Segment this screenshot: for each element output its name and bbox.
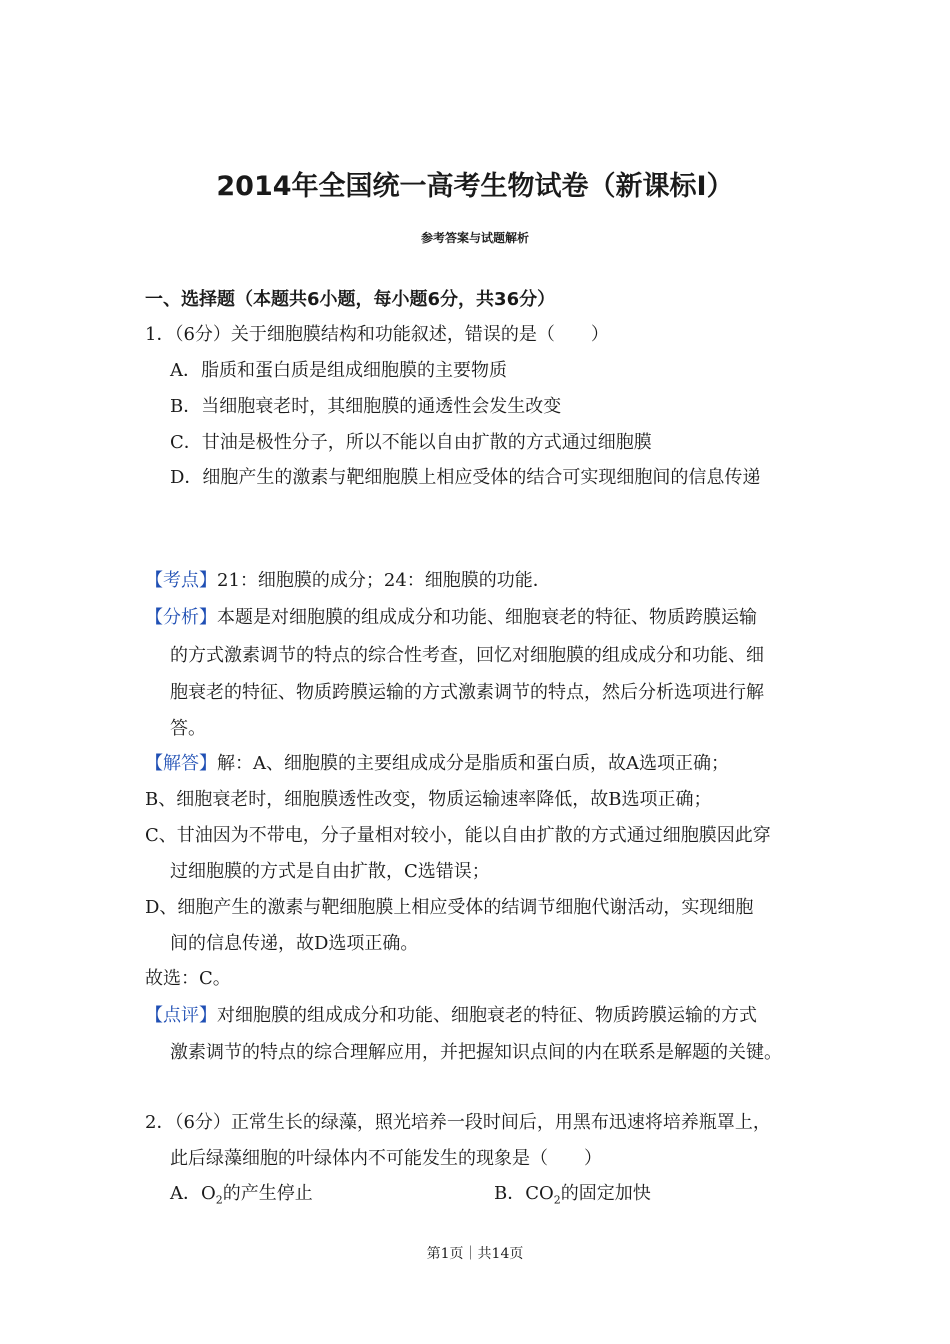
option-a-suffix: 的产生停止 [222,1183,313,1204]
question-1-stem: 1．（6分）关于细胞膜结构和功能叙述，错误的是（ ） [145,324,609,345]
option-b-prefix: B．CO [494,1183,554,1204]
question-2-option-a [170,1182,313,1213]
kaodian-text: 21：细胞膜的成分；24：细胞膜的功能． [217,570,551,591]
page-footer: 第1页｜共14页 [426,1246,524,1262]
section-heading: 一、选择题（本题共6小题，每小题6分，共36分） [145,289,556,310]
question-1-option-b: B．当细胞衰老时，其细胞膜的通透性会发生改变 [170,396,562,417]
dianping-tag: 【点评】 [145,1005,217,1026]
jieda-tag: 【解答】 [145,753,217,774]
fenxi-text-1: 本题是对细胞膜的组成成分和功能、细胞衰老的特征、物质跨膜运输 [217,607,757,628]
question-1-option-d: D．细胞产生的激素与靶细胞膜上相应受体的结合可实现细胞间的信息传递 [170,467,761,488]
dianping-text-1: 对细胞膜的组成成分和功能、细胞衰老的特征、物质跨膜运输的方式 [217,1005,757,1026]
jieda-line-1 [145,752,729,776]
answer-choice: 故选：C。 [145,968,231,989]
jieda-line-b: B、细胞衰老时，细胞膜透性改变，物质运输速率降低，故B选项正确； [145,789,712,810]
fenxi-line-1 [145,606,757,630]
dianping-line-1 [145,1004,757,1028]
fenxi-line-3: 胞衰老的特征、物质跨膜运输的方式激素调节的特点，然后分析选项进行解 [170,682,764,703]
jieda-line-c: C、甘油因为不带电，分子量相对较小，能以自由扩散的方式通过细胞膜因此穿 [145,825,771,846]
option-b-subscript: 2 [553,1193,561,1207]
question-2-stem-1: 2．（6分）正常生长的绿藻，照光培养一段时间后，用黑布迅速将培养瓶罩上， [145,1112,771,1133]
option-a-prefix: A．O [170,1183,216,1204]
kaodian-tag: 【考点】 [145,570,217,591]
fenxi-line-2: 的方式激素调节的特点的综合性考查，回忆对细胞膜的组成成分和功能、细 [170,645,764,666]
jieda-text-1: 解：A、细胞膜的主要组成成分是脂质和蛋白质，故A选项正确； [217,753,729,774]
question-2-option-b [494,1182,651,1213]
jieda-line-c-cont: 过细胞膜的方式是自由扩散，C选错误； [170,861,490,882]
fenxi-tag: 【分析】 [145,607,217,628]
dianping-line-2: 激素调节的特点的综合理解应用，并把握知识点间的内在联系是解题的关键。 [170,1042,782,1063]
document-title: 2014年全国统一高考生物试卷（新课标Ⅰ） [216,171,734,202]
question-1-option-c: C．甘油是极性分子，所以不能以自由扩散的方式通过细胞膜 [170,432,652,453]
option-b-suffix: 的固定加快 [560,1183,651,1204]
jieda-line-d-cont: 间的信息传递，故D选项正确。 [170,933,419,954]
question-2-stem-2: 此后绿藻细胞的叶绿体内不可能发生的现象是（ ） [170,1148,602,1169]
option-a-subscript: 2 [215,1193,223,1207]
question-1-option-a: A．脂质和蛋白质是组成细胞膜的主要物质 [170,360,507,381]
document-subtitle: 参考答案与试题解析 [420,231,529,245]
fenxi-line-4: 答。 [170,718,206,739]
jieda-line-d: D、细胞产生的激素与靶细胞膜上相应受体的结调节细胞代谢活动，实现细胞 [145,897,754,918]
kaodian-line [145,569,551,593]
